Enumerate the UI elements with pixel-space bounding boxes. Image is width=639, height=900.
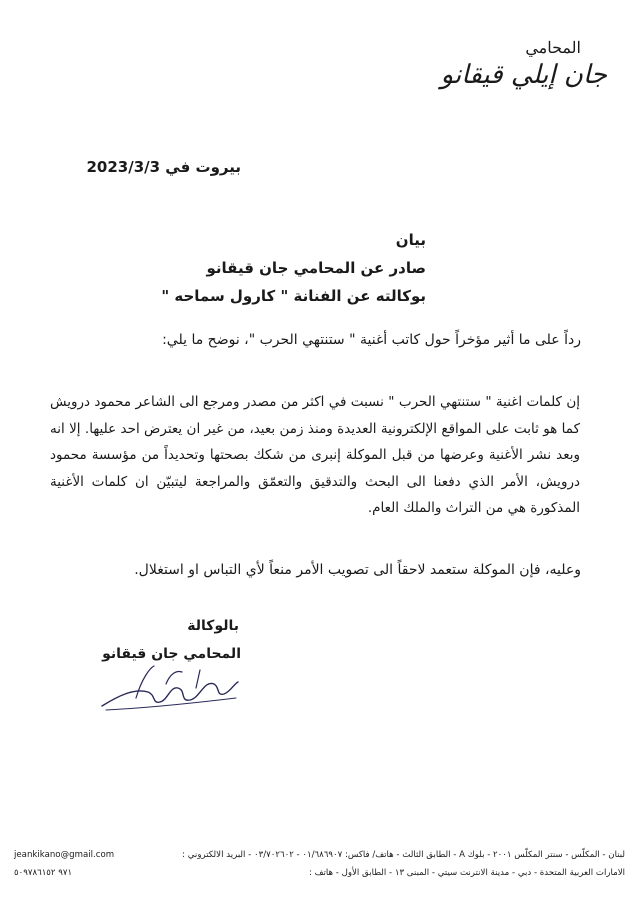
letterhead-title: المحامي	[525, 38, 581, 57]
heading-line-3: بوكالته عن الفنانة " كارول سماحه "	[161, 287, 426, 305]
heading-line-2: صادر عن المحامي جان قيقانو	[206, 259, 426, 277]
footer-address-lebanon: لبنان - المكلّس - سنتر المكلّس ٢٠٠١ - بلوك A - الطابق الثالث - هاتف/ فاكس: ٠١/٦٨٦٩٠٧ - ٠٣/٧٠٢٦٠٢ - البريد الالكتروني :	[182, 850, 625, 860]
footer	[14, 846, 625, 882]
letter-date: بيروت في 2023/3/3	[86, 158, 241, 176]
letterhead-name: جان إيلي قيقانو	[440, 60, 607, 90]
footer-address-uae: الامارات العربية المتحدة - دبي - مدينة الانترنت سيتي - المبنى ١٣ - الطابق الأول - هاتف :	[309, 868, 625, 878]
footer-line-1	[14, 846, 625, 864]
signature-label: بالوكالة	[187, 618, 239, 634]
signature-name: المحامي جان قيقانو	[102, 646, 241, 662]
letterhead	[407, 38, 607, 92]
handwritten-signature	[96, 658, 246, 718]
statement-heading	[106, 226, 426, 310]
footer-line-2	[14, 864, 625, 882]
footer-email: jeankikano@gmail.com	[14, 850, 115, 860]
closing-paragraph: وعليه، فإن الموكلة ستعمد لاحقاً الى تصويب الأمر منعاً لأي التباس او استغلال.	[134, 562, 581, 578]
heading-line-1: بيان	[395, 231, 426, 249]
intro-paragraph: رداً على ما أثير مؤخراً حول كاتب أغنية " ستنتهي الحرب "، نوضح ما يلي:	[162, 332, 581, 348]
footer-phone: ٩٧١ ٥٠٩٧٨٦١٥٢	[14, 868, 73, 878]
body-paragraph: إن كلمات اغنية " ستنتهي الحرب " نسبت في اكثر من مصدر ومرجع الى الشاعر محمود درويش كما هو ثابت على المواقع الإلكترونية العديدة ومنذ زمن بعيد، من غير ان يعترض احد عليها. إلا انه وبعد نشر الأغنية وعرضها من قبل الموكلة إنبرى من شكك بصحتها وتحديداً من مؤسسة محمود درويش، الأمر الذي دفعنا الى البحث والتدقيق والتعمّق والمراجعة ليتبيّن ان كلمات الأغنية المذكورة هي من التراث والملك العام.	[50, 394, 580, 516]
